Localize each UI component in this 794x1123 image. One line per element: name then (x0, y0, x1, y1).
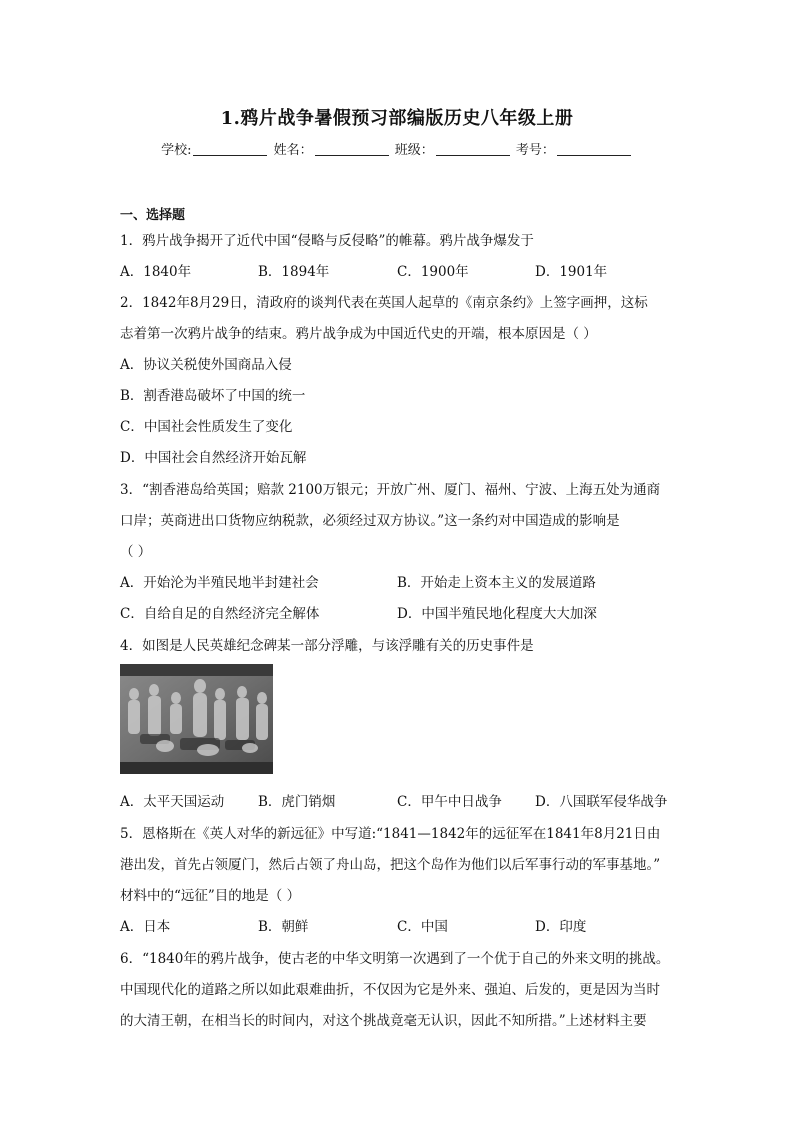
question-5-line-1: 5．恩格斯在《英人对华的新远征》中写道:“1841—1842年的远征军在1841年8月21日由 (120, 826, 661, 842)
q1-option-b[interactable]: B．1894年 (258, 264, 330, 280)
q2-option-a[interactable]: A．协议关税使外国商品入侵 (120, 357, 292, 373)
q4-option-b[interactable]: B．虎门销烟 (258, 794, 336, 810)
question-3-line-3: （ ） (120, 544, 152, 560)
q5-option-b[interactable]: B．朝鲜 (258, 919, 309, 935)
question-6-line-3: 的大清王朝，在相当长的时间内，对这个挑战竟毫无认识，因此不知所措。”上述材料主要 (120, 1013, 647, 1029)
q1-option-a[interactable]: A．1840年 (120, 264, 192, 280)
q4-option-d[interactable]: D．八国联军侵华战争 (535, 794, 668, 810)
name-label: 姓名： (273, 143, 313, 158)
q3-option-b[interactable]: B．开始走上资本主义的发展道路 (397, 575, 596, 591)
question-3-line-2: 口岸；英商进出口货物应纳税款，必须经过双方协议。”这一条约对中国造成的影响是 (120, 513, 620, 529)
page-title: 1.鸦片战争暑假预习部编版历史八年级上册 (220, 108, 574, 129)
q4-option-c[interactable]: C．甲午中日战争 (397, 794, 502, 810)
question-1-stem: 1．鸦片战争揭开了近代中国“侵略与反侵略”的帷幕。鸦片战争爆发于 (120, 233, 534, 249)
q2-option-b[interactable]: B．割香港岛破坏了中国的统一 (120, 388, 306, 404)
section-heading: 一、选择题 (120, 208, 186, 223)
class-blank[interactable] (436, 155, 510, 156)
q1-option-c[interactable]: C．1900年 (397, 264, 469, 280)
school-label: 学校: (161, 143, 192, 158)
q3-option-c[interactable]: C．自给自足的自然经济完全解体 (120, 606, 320, 622)
question-2-line-1: 2．1842年8月29日，清政府的谈判代表在英国人起草的《南京条约》上签字画押，这标 (120, 295, 648, 311)
q3-option-a[interactable]: A．开始沦为半殖民地半封建社会 (120, 575, 319, 591)
q5-option-d[interactable]: D．印度 (535, 919, 587, 935)
q5-option-c[interactable]: C．中国 (397, 919, 448, 935)
question-4-stem: 4．如图是人民英雄纪念碑某一部分浮雕，与该浮雕有关的历史事件是 (120, 638, 534, 654)
q2-option-d[interactable]: D．中国社会自然经济开始瓦解 (120, 450, 307, 466)
q5-option-a[interactable]: A．日本 (120, 919, 171, 935)
q4-option-a[interactable]: A．太平天国运动 (120, 794, 225, 810)
school-blank[interactable] (193, 155, 267, 156)
question-2-line-2: 志着第一次鸦片战争的结束。鸦片战争成为中国近代史的开端，根本原因是（ ） (120, 326, 597, 342)
question-5-line-2: 港出发，首先占领厦门，然后占领了舟山岛，把这个岛作为他们以后军事行动的军事基地。” (120, 857, 661, 873)
name-blank[interactable] (315, 155, 389, 156)
exam-number-label: 考号： (515, 143, 555, 158)
question-3-line-1: 3．“割香港岛给英国；赔款 2100万银元；开放广州、厦门、福州、宁波、上海五处为通商 (120, 482, 661, 498)
class-label: 班级： (394, 143, 434, 158)
q1-option-d[interactable]: D．1901年 (535, 264, 608, 280)
question-6-line-1: 6．“1840年的鸦片战争，使古老的中华文明第一次遇到了一个优于自己的外来文明的挑战。 (120, 951, 670, 967)
student-info-line (0, 139, 794, 158)
q3-option-d[interactable]: D．中国半殖民地化程度大大加深 (397, 606, 597, 622)
question-6-line-2: 中国现代化的道路之所以如此艰难曲折，不仅因为它是外来、强迫、后发的，更是因为当时 (120, 982, 660, 998)
exam-number-blank[interactable] (557, 155, 631, 156)
question-5-line-3: 材料中的“远征”目的地是（ ） (120, 888, 301, 904)
q2-option-c[interactable]: C．中国社会性质发生了变化 (120, 419, 293, 435)
monument-relief-image (120, 664, 273, 774)
